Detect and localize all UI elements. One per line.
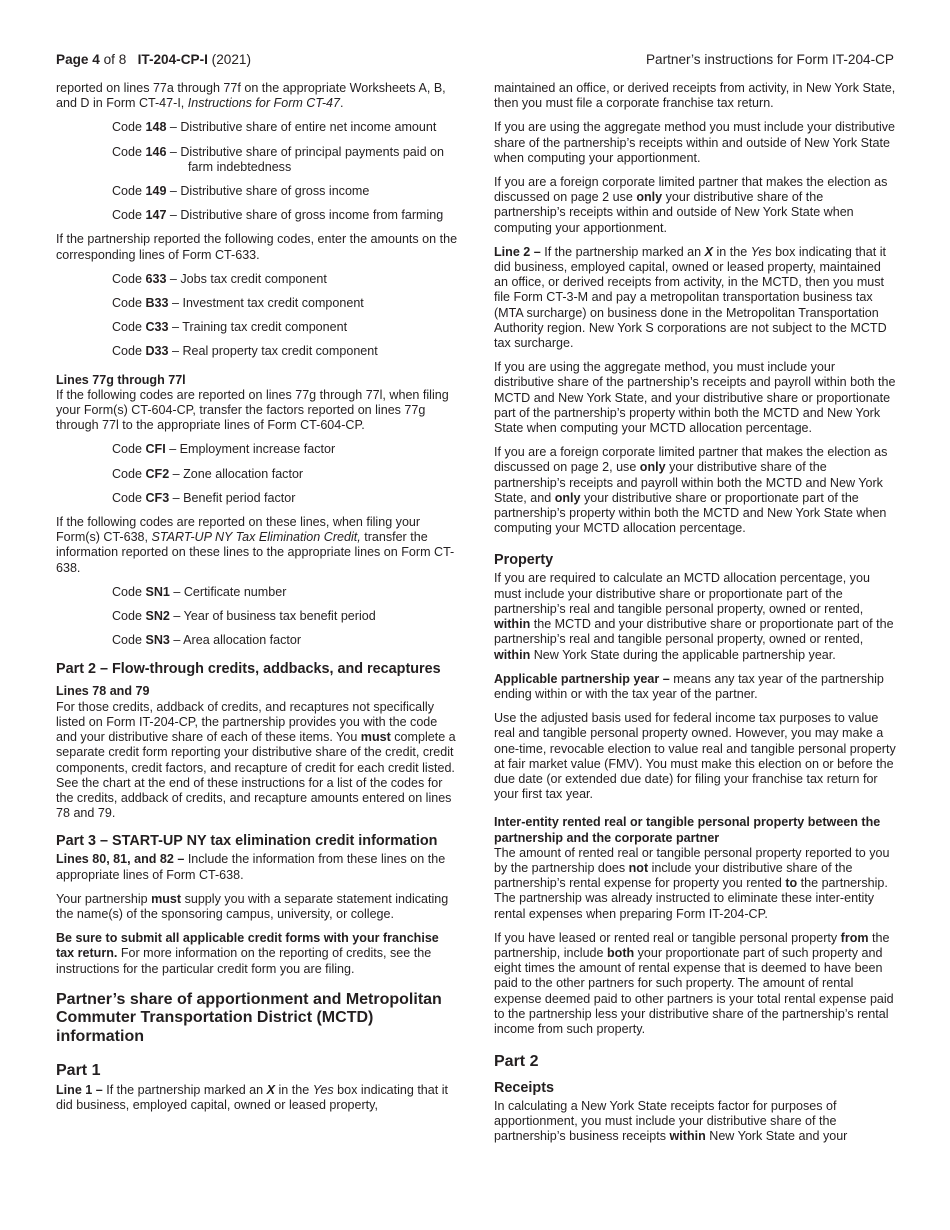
part1-heading: Part 1 — [56, 1062, 101, 1080]
code-sn3: Code SN3 – Area allocation factor — [112, 633, 302, 648]
lines-78-text: For those credits, addback of credits, and recaptures not specifically listed on Form IT-204-CP, the partnership provides you with the code and your distributive share of each of these items. You must complete a separate credit form reporting your distributive share of the credit, credit components, credit factors, and recapture of credit for each credit listed. See the chart at the end of these instructions for a list of the codes for the credits, addback of credits, and recapture amounts entered on lines 78 and 79. — [56, 699, 456, 821]
part2-heading: Part 2 – Flow-through credits, addbacks, and recaptures — [56, 661, 441, 678]
aggregate-paragraph: If you are using the aggregate method you must include your distributive share of the partnership’s receipts within and outside of New York State when computing your apportionment. — [494, 120, 896, 165]
property-paragraph: If you are required to calculate an MCTD allocation percentage, you must include your distributive share or proportionate part of the partnership’s real and tangible personal property, owned or rented, within the MCTD and your distributive share or proportionate part of the partnership’s real and tangible personal property, owned or rented, within New York State during the applicable partnership year. — [494, 571, 894, 662]
ct633-paragraph: If the partnership reported the following codes, enter the amounts on the corresponding lines of Form CT-633. — [56, 232, 458, 262]
code-sn2: Code SN2 – Year of business tax benefit period — [112, 609, 376, 624]
receipts-paragraph: In calculating a New York State receipts factor for purposes of apportionment, you must include your distributive share of the partnership’s business receipts within New York State and your — [494, 1098, 848, 1144]
inter-entity-heading: Inter-entity rented real or tangible personal property between the partnership and the corporate partner — [494, 815, 881, 845]
code-b33: Code B33 – Investment tax credit component — [112, 296, 364, 311]
header-title: Partner’s instructions for Form IT-204-CP — [645, 52, 894, 67]
code-146: Code 146 – Distributive share of principal payments paid on farm indebtedness — [112, 144, 444, 174]
part2-right-heading: Part 2 — [494, 1053, 539, 1071]
code-148: Code 148 – Distributive share of entire net income amount — [112, 120, 437, 135]
part3-heading: Part 3 – START-UP NY tax elimination credit information — [56, 833, 438, 850]
be-sure-paragraph: Be sure to submit all applicable credit forms with your franchise tax return. For more information on the reporting of credits, see the instructions for the particular credit form you are filing. — [56, 931, 439, 976]
code-149: Code 149 – Distributive share of gross income — [112, 184, 370, 199]
code-c33: Code C33 – Training tax credit component — [112, 320, 348, 335]
receipts-heading: Receipts — [494, 1079, 554, 1096]
apportionment-heading: Partner’s share of apportionment and Metropolitan Commuter Transportation District (MCTD) information — [56, 990, 442, 1045]
lines-77g-heading: Lines 77g through 77l — [56, 372, 186, 387]
ct638-paragraph: If the following codes are reported on these lines, when filing your Form(s) CT-638, START-UP NY Tax Elimination Credit, transfer the information reported on these lines to the appropriate lines on Form CT-638. — [56, 515, 455, 575]
right-column — [494, 81, 896, 1153]
lines-80-text: Lines 80, 81, and 82 – Include the information from these lines on the appropriate lines of Form CT-638. — [56, 852, 446, 882]
code-d33: Code D33 – Real property tax credit component — [112, 344, 378, 359]
line2-text: Line 2 – If the partnership marked an X in the Yes box indicating that it did business, employed capital, owned or leased property, maintained an office, or derived receipts from activity, in the MCTD, then you must file Form CT-3-M and pay a metropolitan transportation business tax (MTA surcharge) on business done in the Metropolitan Transportation Authority region. New York S corporations are not subject to the MCTD tax surcharge. — [494, 244, 887, 351]
code-cf3: Code CF3 – Benefit period factor — [112, 490, 296, 505]
continued-paragraph: maintained an office, or derived receipts from activity, in New York State, then you must file a corporate franchise tax return. — [494, 81, 896, 111]
supply-paragraph: Your partnership must supply you with a separate statement indicating the name(s) of the sponsoring campus, university, or college. — [56, 891, 449, 921]
lines-77g-text: If the following codes are reported on lines 77g through 77l, when filing your Form(s) CT-604-CP, transfer the factors reported on lines 77g through 77l to the appropriate lines of Form CT-604-CP. — [56, 387, 449, 433]
leased-paragraph: If you have leased or rented real or tangible personal property from the partnership, include both your proportionate part of such property and eight times the amount of rental expense that is deemed to have been paid to the other partners for such property. The amount of rental expense deemed paid to other partners is your total rental expense paid to the partnership less your distributive share of the partnership’s rental income from such property. — [494, 930, 894, 1036]
page-header — [56, 52, 894, 70]
code-cfi: Code CFI – Employment increase factor — [112, 442, 336, 457]
left-column — [56, 81, 458, 1122]
inter-entity-paragraph: The amount of rented real or tangible personal property reported to you by the partnership does not include your distributive share of the partnership’s rental expense for property you rented to the partnership. The partnership was already instructed to eliminate these inter-entity rental expenses when preparing Form IT-204-CP. — [494, 845, 890, 921]
code-147: Code 147 – Distributive share of gross income from farming — [112, 208, 444, 223]
property-heading: Property — [494, 552, 554, 569]
foreign-partner-mctd-paragraph: If you are a foreign corporate limited partner that makes the election as discussed on page 2, use only your distributive share of the partnership’s receipts and payroll within both the MCTD and New York State, and only your distributive share or proportionate part of the partnership’s property within both the MCTD and New York State when computing your MCTD allocation percentage. — [494, 445, 888, 536]
code-cf2: Code CF2 – Zone allocation factor — [112, 466, 304, 481]
applicable-year-paragraph: Applicable partnership year – means any tax year of the partnership ending within or with the tax year of the partner. — [494, 671, 884, 701]
foreign-partner-paragraph: If you are a foreign corporate limited partner that makes the election as discussed on page 2 use only your distributive share of the partnership’s receipts within and outside of New York State when computing your apportionment. — [494, 175, 888, 235]
adjusted-basis-paragraph: Use the adjusted basis used for federal income tax purposes to value real and tangible personal property owned. However, you may make a one-time, revocable election to value real and tangible personal property at fair market value (FMV). You must make this election on or before the due date (or extended due date) for filing your franchise tax return for your first tax year. — [494, 711, 896, 802]
code-sn1: Code SN1 – Certificate number — [112, 584, 287, 599]
code-633: Code 633 – Jobs tax credit component — [112, 271, 327, 286]
lines-78-heading: Lines 78 and 79 — [56, 684, 150, 699]
intro-paragraph: reported on lines 77a through 77f on the appropriate Worksheets A, B, and D in Form CT-47-I, Instructions for Form CT-47. — [56, 81, 446, 111]
line1-text: Line 1 – If the partnership marked an X in the Yes box indicating that it did business, employed capital, owned or leased property, — [56, 1082, 449, 1112]
form-id: IT-204-CP-I — [137, 52, 208, 67]
page-number: Page 4 of 8 IT-204-CP-I (2021) — [56, 52, 251, 67]
aggregate-mctd-paragraph: If you are using the aggregate method, you must include your distributive share of the partnership’s receipts and payroll within both the MCTD and New York State, and your distributive share or proportionate part of the partnership’s property within both the MCTD and New York State when computing your MCTD allocation percentage. — [494, 360, 896, 436]
